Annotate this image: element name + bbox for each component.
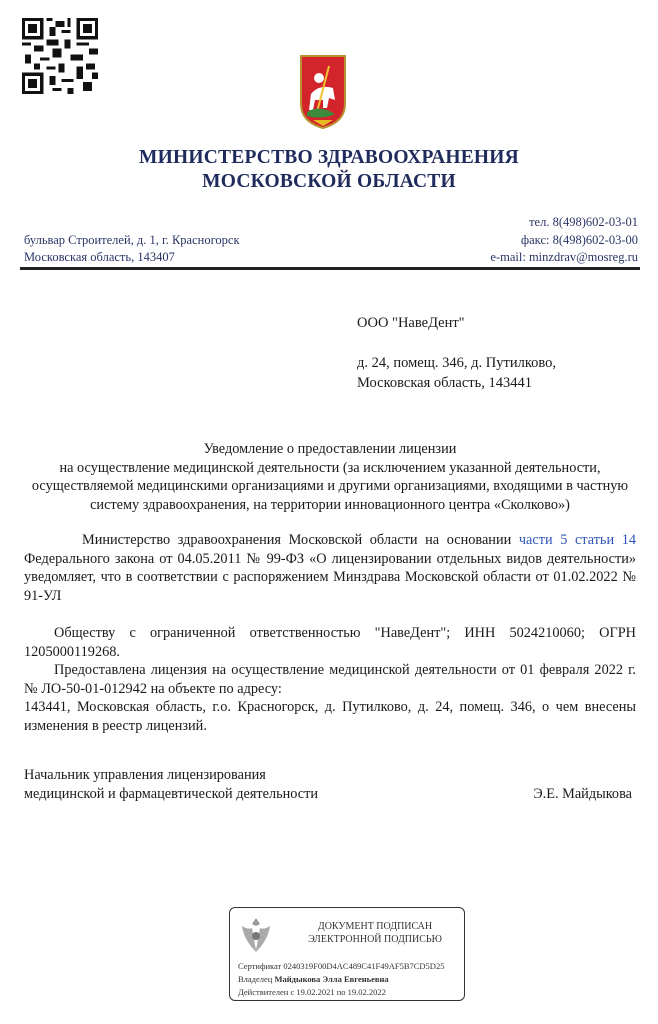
recipient-address-line2: Московская область, 143441 [357, 375, 532, 391]
ministry-title [0, 146, 658, 194]
p1-text-after: Федерального закона от 04.05.2011 № 99-ФЗ «О лицензировании отдельных видов деятельности» уведомляет, что в соответствии с распоряжением Минздрава Московской области от 01.02.2022 № 91-УЛ [24, 550, 636, 604]
stamp-title-line2: ЭЛЕКТРОННОЙ ПОДПИСЬЮ [308, 934, 442, 945]
owner-name: Майдыкова Элла Евгеньевна [274, 974, 389, 984]
stamp-title-line1: ДОКУМЕНТ ПОДПИСАН [317, 921, 433, 932]
coat-of-arms-icon [299, 54, 347, 130]
p1-text: Министерство здравоохранения Московской области на основании [82, 532, 519, 548]
validity-period: Действителен с 19.02.2021 по 19.02.2022 [238, 987, 386, 997]
signer-position-line2: медицинской и фармацевтической деятельности [24, 786, 319, 802]
recipient-block [357, 313, 556, 393]
company-info: Обществу с ограниченной ответственностью "НавеДент"; ИНН 5024210060; ОГРН 1205000119268. [24, 625, 636, 660]
qr-code [22, 18, 98, 94]
object-address: 143441, Московская область, г.о. Красногорск, д. Путилково, д. 24, помещ. 346, о чем внесены изменения в реестр лицензий. [24, 699, 636, 734]
certificate-number: Сертификат 0240319F00D4AC489C41F49AF5B7CD5D25 [238, 961, 445, 971]
signer-position-line1: Начальник управления лицензирования [24, 767, 266, 783]
notice-paragraph-1 [24, 531, 636, 605]
emblem-icon [238, 914, 274, 954]
address-line2: Московская область, 143407 [24, 250, 175, 264]
owner-label: Владелец [238, 974, 275, 984]
ministry-title-line2: МОСКОВСКОЙ ОБЛАСТИ [202, 171, 456, 192]
fax: факс: 8(498)602-03-00 [521, 232, 638, 247]
ministry-contacts [490, 214, 638, 267]
stamp-details [238, 960, 444, 999]
notice-paragraph-2 [24, 624, 636, 735]
signer-name: Э.Е. Майдыкова [533, 786, 632, 802]
notice-title: Уведомление о предоставлении лицензии [203, 441, 457, 457]
header-divider [20, 267, 640, 270]
electronic-signature-stamp [229, 907, 465, 1001]
notice-subtitle: на осуществление медицинской деятельности (за исключением указанной деятельности, осуществляемой медицинскими организациями и другими организациями, входящими в частную систему здравоохранения, на территории инновационного центра «Сколково») [31, 459, 629, 513]
notice-heading [24, 440, 636, 514]
ministry-address [24, 232, 240, 266]
phone: тел. 8(498)602-03-01 [529, 215, 638, 229]
signature-block [24, 766, 632, 804]
recipient-name: ООО "НавеДент" [357, 315, 465, 331]
email: e-mail: minzdrav@mosreg.ru [490, 250, 638, 264]
license-info: Предоставлена лицензия на осуществление медицинской деятельности от 01 февраля 2022 г. № ЛО-50-01-012942 на объекте по адресу: [24, 662, 636, 697]
ministry-title-line1: МИНИСТЕРСТВО ЗДРАВООХРАНЕНИЯ [139, 147, 519, 168]
address-line1: бульвар Строителей, д. 1, г. Красногорск [24, 233, 240, 247]
law-article-link[interactable]: части 5 статьи 14 [518, 532, 636, 548]
recipient-address-line1: д. 24, помещ. 346, д. Путилково, [357, 355, 556, 371]
stamp-title [290, 920, 460, 946]
